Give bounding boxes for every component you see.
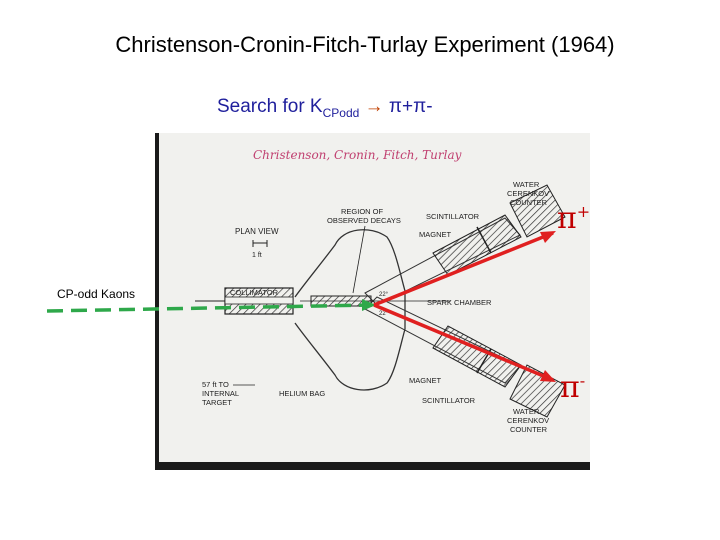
pi-plus-arrowhead (540, 231, 556, 243)
scale-label: 1 ft (252, 252, 262, 259)
pi-plus-track (374, 233, 553, 305)
pi-minus-arrowhead (540, 370, 556, 382)
water-cerenkov-bottom: WATER CERENKOV COUNTER (507, 407, 550, 434)
subtitle-text: Search for K (217, 96, 323, 117)
magnet-top-label: MAGNET (419, 230, 452, 239)
plan-view-label: PLAN VIEW (235, 227, 279, 236)
kaon-beam-arrowhead (362, 299, 376, 311)
angle-bottom-label: 22° (379, 311, 389, 317)
water-cerenkov-top: WATER CERENKOV COUNTER (507, 180, 550, 207)
subtitle-pions: π+π- (388, 96, 433, 117)
scintillator-bottom-label: SCINTILLATOR (422, 396, 476, 405)
collimator-label: COLLIMATOR (230, 288, 279, 297)
subtitle-subscript: CPodd (322, 105, 360, 120)
helium-bag-label: HELIUM BAG (279, 389, 326, 398)
kaons-label: CP-odd Kaons (57, 287, 136, 301)
pi-plus-label: π+ (557, 201, 591, 236)
subtitle-arrow-icon: → (364, 96, 384, 117)
region-of-decays-label: REGION OF OBSERVED DECAYS (327, 207, 401, 225)
handwritten-authors: Christenson, Cronin, Fitch, Turlay (253, 148, 462, 162)
slide-title: Christenson-Cronin-Fitch-Turlay Experiment (1964) (115, 32, 615, 57)
pi-minus-track (374, 305, 553, 380)
spark-chamber-label: SPARK CHAMBER (427, 298, 492, 307)
magnet-bottom-label: MAGNET (409, 376, 442, 385)
pi-minus-label: π- (560, 370, 586, 405)
angle-top-label: 22° (379, 292, 389, 298)
target-label: 57 ft TO INTERNAL TARGET (202, 380, 239, 407)
kaon-beam-line (47, 305, 372, 311)
scintillator-top-label: SCINTILLATOR (426, 212, 480, 221)
